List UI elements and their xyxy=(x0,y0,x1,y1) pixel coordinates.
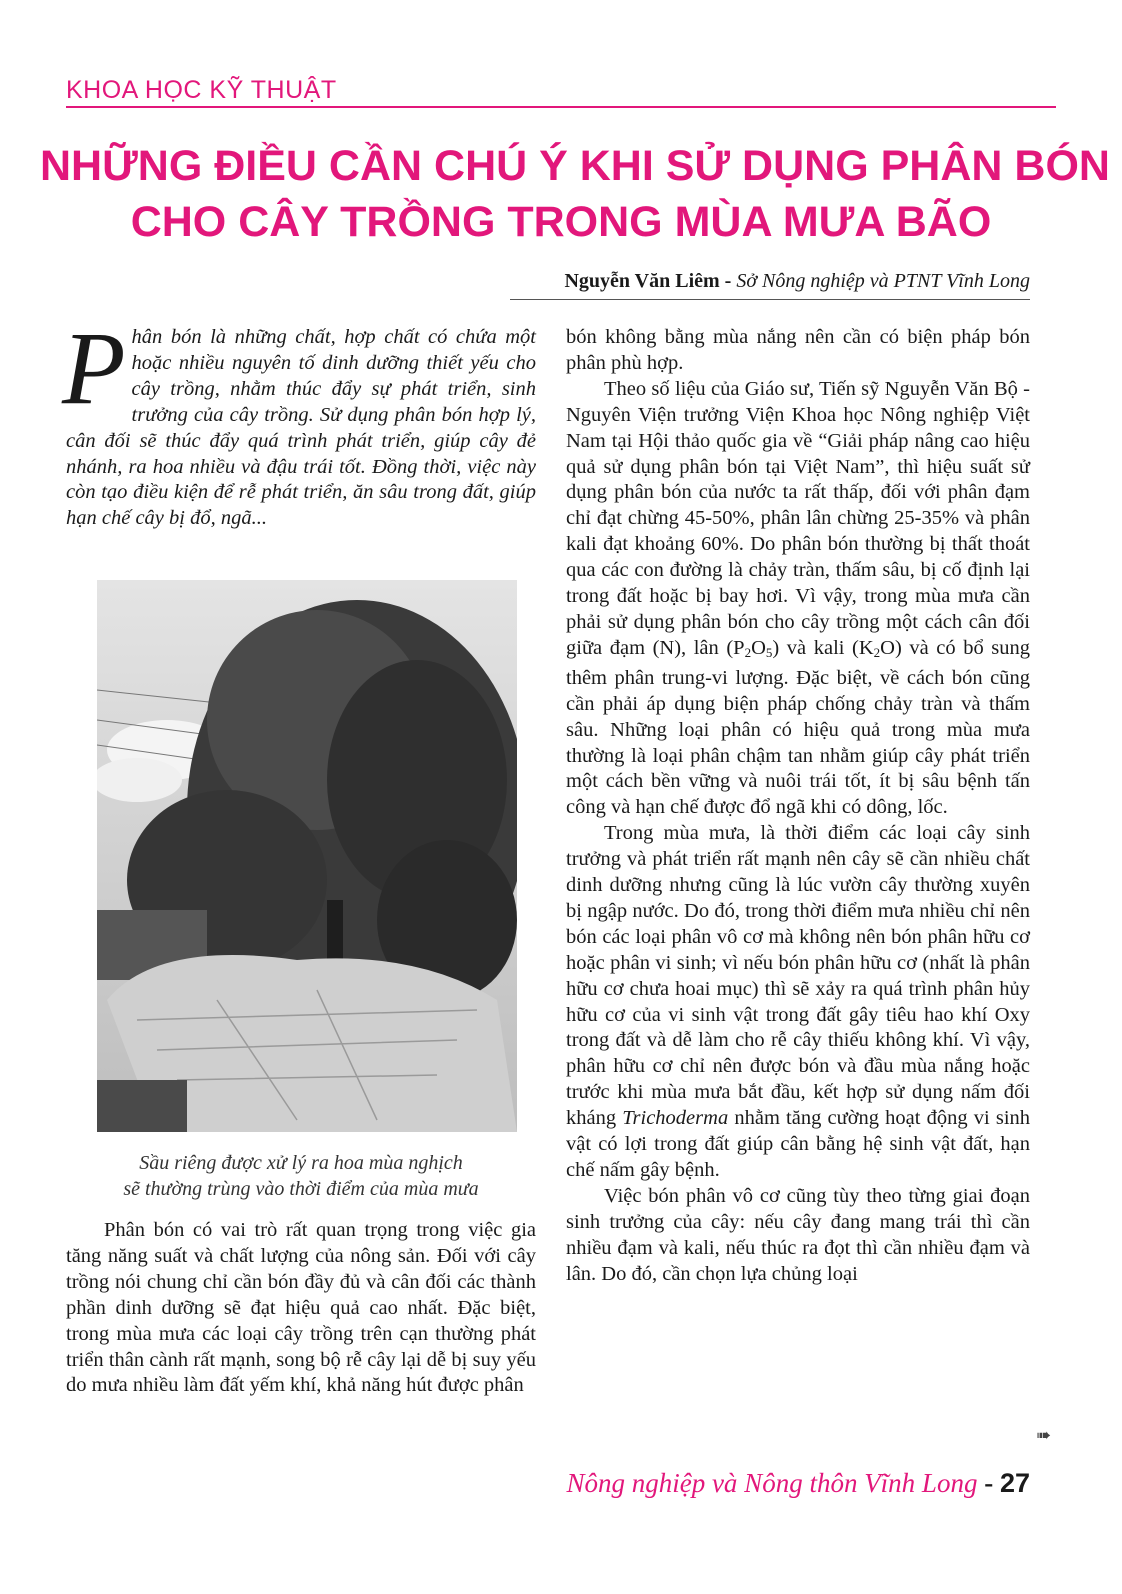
body-paragraph-statistics: Theo số liệu của Giáo sư, Tiến sỹ Nguyễn Văn Bộ - Nguyên Viện trưởng Viện Khoa học Nông nghiệp Việt Nam tại Hội thảo quốc gia về “Giải pháp nâng cao hiệu quả sử dụng phân bón tại Việt Nam”, thì hiệu suất sử dụng phân bón của nước ta rất thấp, đối với phân đạm chỉ đạt chừng 45-50%, phân lân chừng 25-35% và phân kali đạt khoảng 60%. Do phân bón thường bị thất thoát qua các con đường là chảy tràn, thấm sâu, bị cố định lại trong đất hoặc bị bay hơi. Vì vậy, trong mùa mưa cần phải sử dụng phân bón cho cây trồng một cách cân đối giữa đạm (N), lân $(P_2O_5)$ và kali $(K_2O)$ và có bổ sung thêm phân trung-vi lượng. Đặc biệt, về cách bón cũng cần phải áp dụng biện pháp chống chảy tràn và thấm sâu. Những loại phân có hiệu quả trong mùa mưa thường là loại phân chậm tan nhằm giúp cây phát triển một cách bền vững và nuôi trái tốt, ít bị sâu bệnh tấn công và hạn chế được đổ ngã khi có dông, lốc. xyxy=(566,377,1031,819)
lead-paragraph xyxy=(62,311,536,532)
body-paragraph-continued: bón không bằng mùa nắng nên cần có biện pháp bón phân phù hợp. xyxy=(566,326,1030,374)
headline-line-1: NHỮNG ĐIỀU CẦN CHÚ Ý KHI SỬ DỤNG PHÂN BÓN xyxy=(40,142,1110,190)
article-photo xyxy=(97,580,517,1132)
footer-separator: - xyxy=(984,1468,994,1498)
left-column-body xyxy=(66,1218,536,1399)
caption-line-1: Sầu riêng được xử lý ra hoa mùa nghịch xyxy=(139,1152,463,1174)
continue-arrow-icon: ➠ xyxy=(1036,1425,1052,1446)
drop-cap: P xyxy=(62,311,126,426)
byline-divider xyxy=(510,299,1030,300)
page-footer xyxy=(566,1468,1030,1499)
author-name: Nguyễn Văn Liêm - xyxy=(564,270,732,292)
article-headline xyxy=(40,138,1110,250)
lead-text: hân bón là những chất, hợp chất có chứa một hoặc nhiều nguyên tố dinh dưỡng thiết yếu cho cây trồng, nhằm thúc đẩy sự phát triển, sinh trưởng của cây trồng. Sử dụng phân bón hợp lý, cân đối sẽ thúc đẩy quá trình phát triển, giúp cây đẻ nhánh, ra hoa nhiều và đậu trái tốt. Đồng thời, việc này còn tạo điều kiện để rễ phát triển, ăn sâu trong đất, giúp hạn chế cây bị đổ, ngã... xyxy=(66,326,536,530)
photo-caption xyxy=(66,1150,536,1202)
page-number: 27 xyxy=(999,1468,1030,1498)
author-organization: Sở Nông nghiệp và PTNT Vĩnh Long xyxy=(736,270,1030,292)
durian-tree-photo xyxy=(97,580,517,1132)
section-divider xyxy=(66,106,1056,108)
right-column xyxy=(566,325,1030,1288)
caption-line-2: sẽ thường trùng vào thời điểm của mùa mưa xyxy=(123,1178,479,1200)
body-paragraph-inorganic: Việc bón phân vô cơ cũng tùy theo từng giai đoạn sinh trưởng của cây: nếu cây đang mang trái thì cần nhiều đạm và kali, nếu thúc ra đọt thì cần nhiều đạm và lân. Do đó, cần chọn lựa chủng loại xyxy=(566,1184,1030,1285)
headline-line-2: CHO CÂY TRỒNG TRONG MÙA MƯA BÃO xyxy=(130,198,992,246)
section-label: KHOA HỌC KỸ THUẬT xyxy=(66,76,337,104)
body-paragraph: Phân bón có vai trò rất quan trọng trong việc gia tăng năng suất và chất lượng của nông sản. Đối với cây trồng nói chung chỉ cần bón đầy đủ và cân đối các thành phần dinh dưỡng sẽ đạt hiệu quả cao nhất. Đặc biệt, trong mùa mưa các loại cây trồng trên cạn thường phát triển thân cành rất mạnh, song bộ rễ cây lại dễ bị suy yếu do mưa nhiều làm đất yếm khí, khả năng hút được phân xyxy=(66,1219,536,1397)
body-paragraph-rainy-season: Trong mùa mưa, là thời điểm các loại cây sinh trưởng và phát triển rất mạnh nên cây sẽ cần nhiều chất dinh dưỡng nhưng cũng là lúc vườn cây thường xuyên bị ngập nước. Do đó, trong thời điểm mưa nhiều chỉ nên bón các loại phân vô cơ mà không nên bón phân hữu cơ hoặc phân vi sinh; vì nếu bón phân hữu cơ (nhất là phân hữu cơ chưa hoai mục) thì sẽ xảy ra quá trình phân hủy hữu cơ của vi sinh vật trong đất gây tiêu hao khí Oxy trong đất và dễ làm cho rễ cây thiếu không khí. Vì vậy, phân hữu cơ chỉ nên được bón và đầu mùa nắng hoặc trước khi mùa mưa bắt đầu, kết hợp sử dụng nấm đối kháng Trichoderma nhằm tăng cường hoạt động vi sinh vật có lợi trong đất giúp cân bằng hệ sinh vật đất, hạn chế nấm gây bệnh. xyxy=(566,822,1031,1181)
byline xyxy=(564,270,1030,293)
magazine-name: Nông nghiệp và Nông thôn Vĩnh Long xyxy=(566,1468,978,1498)
species-name: Trichoderma xyxy=(622,1107,729,1130)
